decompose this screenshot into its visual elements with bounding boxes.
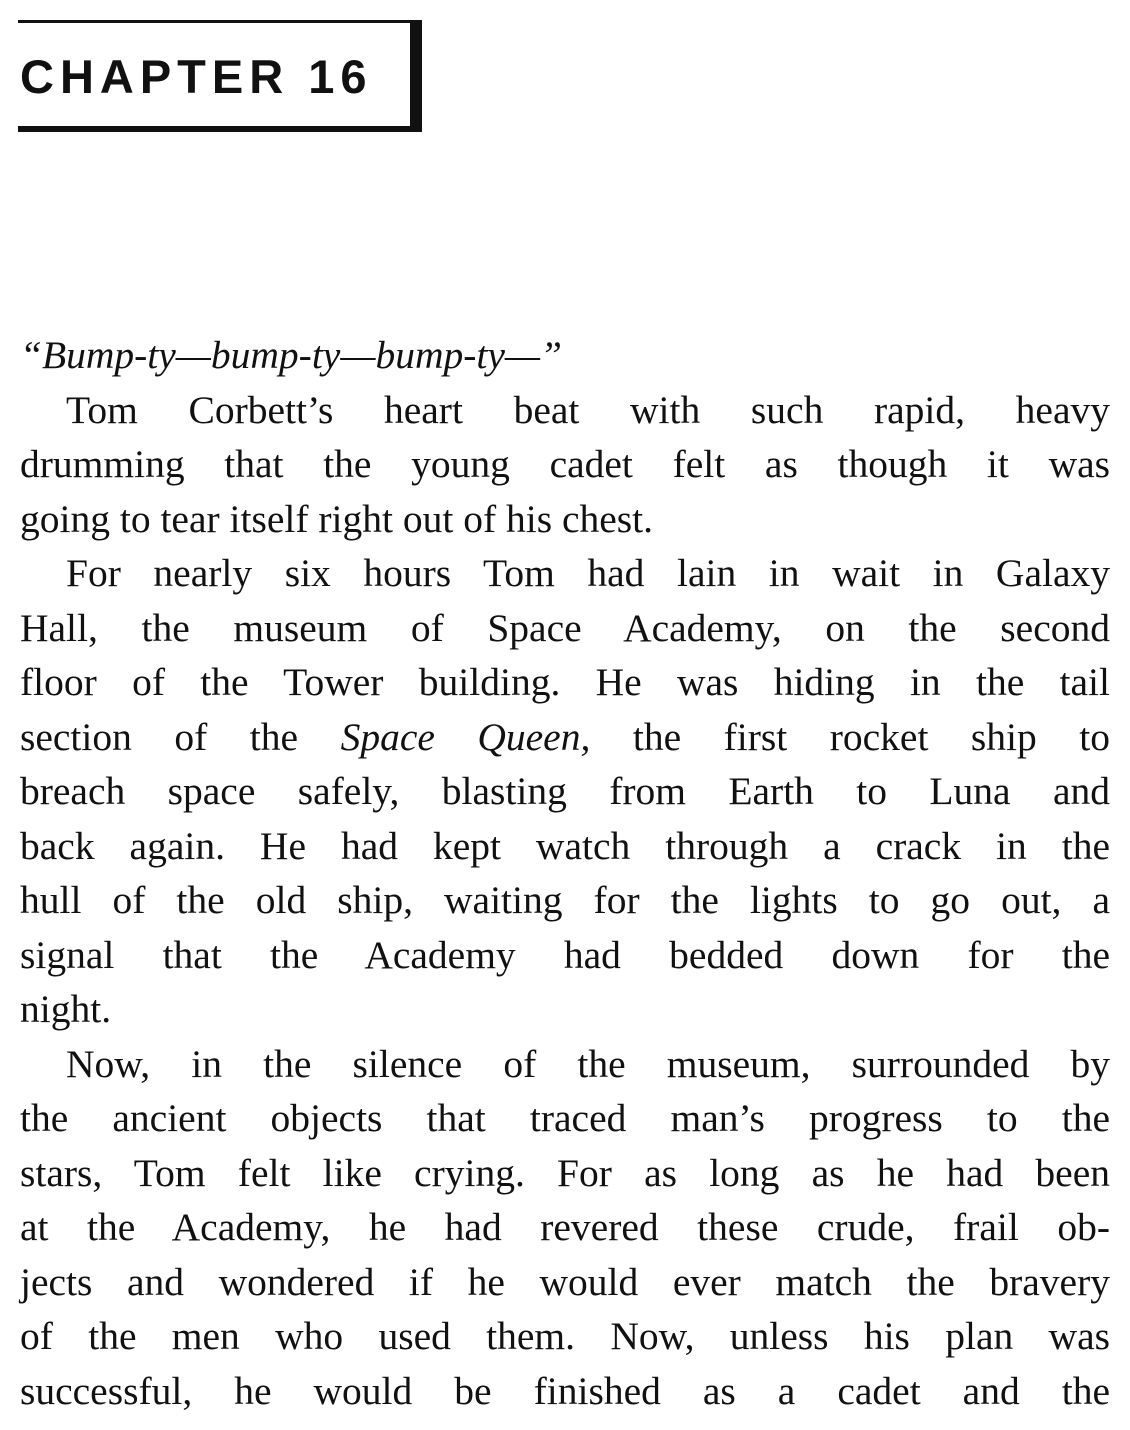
text-line: the ancient objects that traced man’s progress to the — [20, 1096, 1110, 1140]
text-line: signal that the Academy had bedded down for the — [20, 932, 1110, 977]
text-line: of the men who used them. Now, unless his plan was — [20, 1314, 1110, 1358]
text-line — [20, 710, 1110, 765]
chapter-title: CHAPTER 16 — [20, 50, 373, 103]
ship-name-italic: Space Queen, — [340, 714, 591, 759]
text-line: night. — [20, 987, 112, 1031]
text-line: floor of the Tower building. He was hiding in the tail — [20, 660, 1110, 704]
chapter-body-text — [20, 328, 1110, 1418]
text-line: drumming that the young cadet felt as though it was — [20, 442, 1110, 486]
text-line: hull of the old ship, waiting for the lights to go out, a — [20, 878, 1110, 922]
text-line: Hall, the museum of Space Academy, on the second — [20, 605, 1110, 650]
text-line: at the Academy, he had revered these crude, frail ob- — [20, 1205, 1110, 1249]
text-line: jects and wondered if he would ever match the bravery — [20, 1259, 1110, 1304]
text-line: Tom Corbett’s heart beat with such rapid, heavy — [66, 387, 1110, 432]
text-segment: section of the — [20, 714, 341, 759]
text-line: For nearly six hours Tom had lain in wait in Galaxy — [66, 551, 1110, 595]
text-line: breach space safely, blasting from Earth to Luna and — [20, 769, 1110, 813]
text-line: successful, he would be finished as a cadet and the — [20, 1368, 1110, 1413]
text-line: “Bump-ty—bump-ty—bump-ty—” — [20, 333, 562, 377]
text-line: Now, in the silence of the museum, surrounded by — [66, 1041, 1110, 1086]
chapter-heading-box — [18, 20, 422, 132]
text-line: stars, Tom felt like crying. For as long as he had been — [20, 1150, 1110, 1195]
text-segment: the first rocket ship to — [590, 714, 1110, 759]
text-line: going to tear itself right out of his chest. — [20, 496, 653, 541]
text-line: back again. He had kept watch through a crack in the — [20, 823, 1110, 868]
